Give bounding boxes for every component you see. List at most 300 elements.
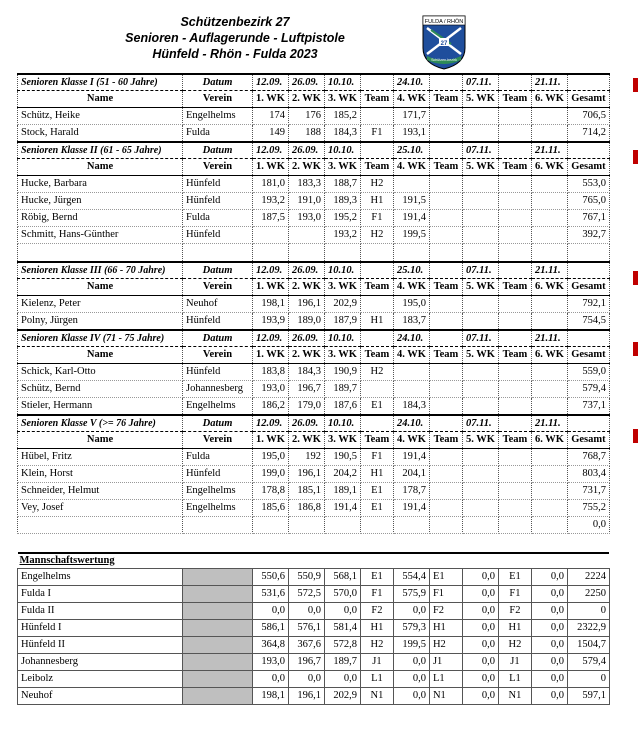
class-title: Senioren Klasse III (66 - 70 Jahre) bbox=[18, 262, 183, 279]
gray-cell bbox=[183, 619, 253, 636]
score-wk6 bbox=[531, 448, 567, 465]
date-3: 10.10. bbox=[324, 330, 360, 347]
gray-cell bbox=[183, 636, 253, 653]
empty-cell bbox=[567, 74, 609, 91]
empty-cell bbox=[429, 262, 462, 279]
score-wk1: 185,6 bbox=[253, 499, 289, 516]
shooter-row bbox=[18, 176, 610, 193]
header-team: Team bbox=[360, 346, 393, 363]
class-title-row bbox=[18, 415, 610, 432]
team-wk6: 0,0 bbox=[531, 636, 567, 653]
score-wk1: 199,0 bbox=[253, 465, 289, 482]
score-wk2: 185,1 bbox=[288, 482, 324, 499]
header-team: Team bbox=[429, 278, 462, 295]
header-wk2: 2. WK bbox=[288, 346, 324, 363]
team-wk3: 189,7 bbox=[324, 653, 360, 670]
date-4: 25.10. bbox=[393, 262, 429, 279]
header-gesamt: Gesamt bbox=[567, 346, 609, 363]
shooter-club: Neuhof bbox=[183, 295, 253, 312]
empty-cell bbox=[360, 142, 393, 159]
score-wk5 bbox=[462, 482, 498, 499]
team-code bbox=[429, 176, 462, 193]
team-code: H1 bbox=[360, 193, 393, 210]
date-3: 10.10. bbox=[324, 142, 360, 159]
header-gesamt: Gesamt bbox=[567, 431, 609, 448]
team-name: Leibolz bbox=[18, 670, 183, 687]
score-wk2: 176 bbox=[288, 108, 324, 125]
header-wk4: 4. WK bbox=[393, 91, 429, 108]
score-wk2 bbox=[288, 227, 324, 244]
club-logo bbox=[421, 14, 467, 70]
header-wk5: 5. WK bbox=[462, 346, 498, 363]
shooter-name: Schneider, Helmut bbox=[18, 482, 183, 499]
header-wk3: 3. WK bbox=[324, 431, 360, 448]
shooter-name: Polny, Jürgen bbox=[18, 312, 183, 330]
team-code: H1 bbox=[498, 619, 531, 636]
date-2: 26.09. bbox=[288, 415, 324, 432]
score-wk4: 171,7 bbox=[393, 108, 429, 125]
score-wk4: 191,4 bbox=[393, 448, 429, 465]
score-total: 792,1 bbox=[567, 295, 609, 312]
shooter-name: Schütz, Bernd bbox=[18, 380, 183, 397]
score-wk4: 204,1 bbox=[393, 465, 429, 482]
score-total: 392,7 bbox=[567, 227, 609, 244]
score-total: 737,1 bbox=[567, 397, 609, 415]
team-code: J1 bbox=[360, 653, 393, 670]
score-total: 755,2 bbox=[567, 499, 609, 516]
team-wk3: 202,9 bbox=[324, 687, 360, 704]
date-2: 26.09. bbox=[288, 142, 324, 159]
score-wk3: 193,2 bbox=[324, 227, 360, 244]
team-code: J1 bbox=[429, 653, 462, 670]
header-team: Team bbox=[429, 431, 462, 448]
empty-cell bbox=[567, 330, 609, 347]
score-total: 579,4 bbox=[567, 380, 609, 397]
team-code bbox=[429, 448, 462, 465]
header-wk5: 5. WK bbox=[462, 159, 498, 176]
team-code bbox=[498, 125, 531, 143]
shooter-name: Hübel, Fritz bbox=[18, 448, 183, 465]
score-wk2: 188 bbox=[288, 125, 324, 143]
team-code bbox=[498, 193, 531, 210]
team-wk1: 0,0 bbox=[253, 670, 289, 687]
team-name: Hünfeld II bbox=[18, 636, 183, 653]
score-wk1: 174 bbox=[253, 108, 289, 125]
score-wk5 bbox=[462, 312, 498, 330]
score-total: 768,7 bbox=[567, 448, 609, 465]
team-section-title-row bbox=[18, 553, 610, 569]
header-team: Team bbox=[429, 91, 462, 108]
team-code bbox=[498, 448, 531, 465]
class-title: Senioren Klasse V (>= 76 Jahre) bbox=[18, 415, 183, 432]
score-wk3: 191,4 bbox=[324, 499, 360, 516]
score-wk2: 191,0 bbox=[288, 193, 324, 210]
document-header bbox=[60, 14, 410, 62]
team-code: L1 bbox=[498, 670, 531, 687]
team-wk4: 579,3 bbox=[393, 619, 429, 636]
score-wk4: 178,7 bbox=[393, 482, 429, 499]
score-wk3: 188,7 bbox=[324, 176, 360, 193]
team-wk5: 0,0 bbox=[462, 687, 498, 704]
empty-cell bbox=[567, 142, 609, 159]
team-code bbox=[429, 312, 462, 330]
shooter-name: Stieler, Hermann bbox=[18, 397, 183, 415]
score-wk6 bbox=[531, 499, 567, 516]
shooter-club: Hünfeld bbox=[183, 312, 253, 330]
shooter-club: Engelhelms bbox=[183, 499, 253, 516]
shooter-name: Schick, Karl-Otto bbox=[18, 363, 183, 380]
date-3: 10.10. bbox=[324, 415, 360, 432]
shooter-name: Vey, Josef bbox=[18, 499, 183, 516]
gray-cell bbox=[183, 585, 253, 602]
header-wk3: 3. WK bbox=[324, 159, 360, 176]
header-wk6: 6. WK bbox=[531, 431, 567, 448]
team-code bbox=[498, 295, 531, 312]
score-wk2: 192 bbox=[288, 448, 324, 465]
team-code: F2 bbox=[429, 602, 462, 619]
score-total: 731,7 bbox=[567, 482, 609, 499]
score-wk2: 179,0 bbox=[288, 397, 324, 415]
red-marker bbox=[633, 78, 638, 92]
score-wk1: 198,1 bbox=[253, 295, 289, 312]
score-wk4: 193,1 bbox=[393, 125, 429, 143]
score-wk5 bbox=[462, 108, 498, 125]
score-wk2: 196,1 bbox=[288, 295, 324, 312]
team-code bbox=[429, 380, 462, 397]
score-wk5 bbox=[462, 363, 498, 380]
team-name: Engelhelms bbox=[18, 568, 183, 585]
team-wk3: 570,0 bbox=[324, 585, 360, 602]
score-wk1 bbox=[253, 227, 289, 244]
team-code: F1 bbox=[429, 585, 462, 602]
empty-row bbox=[18, 244, 610, 262]
header-wk1: 1. WK bbox=[253, 431, 289, 448]
team-wk6: 0,0 bbox=[531, 619, 567, 636]
team-wk6: 0,0 bbox=[531, 568, 567, 585]
team-code: H1 bbox=[360, 465, 393, 482]
datum-label: Datum bbox=[183, 262, 253, 279]
team-wk5: 0,0 bbox=[462, 585, 498, 602]
shooter-name: Röbig, Bernd bbox=[18, 210, 183, 227]
score-wk1: 193,9 bbox=[253, 312, 289, 330]
team-section-title: Mannschaftswertung bbox=[18, 553, 610, 569]
team-total: 2224 bbox=[567, 568, 609, 585]
score-wk6 bbox=[531, 465, 567, 482]
team-wk1: 198,1 bbox=[253, 687, 289, 704]
shooter-row bbox=[18, 465, 610, 482]
team-wk3: 572,8 bbox=[324, 636, 360, 653]
header-team: Team bbox=[498, 431, 531, 448]
team-wk4: 575,9 bbox=[393, 585, 429, 602]
shooter-club: Hünfeld bbox=[183, 176, 253, 193]
team-code bbox=[429, 397, 462, 415]
column-header-row bbox=[18, 278, 610, 295]
header-line-3: Hünfeld - Rhön - Fulda 2023 bbox=[152, 47, 318, 61]
team-wk6: 0,0 bbox=[531, 687, 567, 704]
score-total: 754,5 bbox=[567, 312, 609, 330]
shooter-row bbox=[18, 312, 610, 330]
team-wk6: 0,0 bbox=[531, 653, 567, 670]
shooter-row bbox=[18, 210, 610, 227]
header-line-2: Senioren - Auflagerunde - Luftpistole bbox=[125, 31, 345, 45]
score-wk3: 187,6 bbox=[324, 397, 360, 415]
header-wk1: 1. WK bbox=[253, 91, 289, 108]
header-wk1: 1. WK bbox=[253, 159, 289, 176]
team-wk1: 586,1 bbox=[253, 619, 289, 636]
score-wk4 bbox=[393, 363, 429, 380]
score-total: 559,0 bbox=[567, 363, 609, 380]
class-title-row bbox=[18, 142, 610, 159]
score-wk2: 183,3 bbox=[288, 176, 324, 193]
score-wk3: 189,3 bbox=[324, 193, 360, 210]
score-total: 767,1 bbox=[567, 210, 609, 227]
shooter-club: Hünfeld bbox=[183, 363, 253, 380]
score-wk5 bbox=[462, 193, 498, 210]
header-verein: Verein bbox=[183, 278, 253, 295]
score-wk6 bbox=[531, 193, 567, 210]
team-wk3: 0,0 bbox=[324, 670, 360, 687]
team-code bbox=[498, 176, 531, 193]
empty-cell bbox=[360, 74, 393, 91]
score-wk1: 187,5 bbox=[253, 210, 289, 227]
score-wk3: 184,3 bbox=[324, 125, 360, 143]
team-code bbox=[498, 397, 531, 415]
team-wk4: 0,0 bbox=[393, 670, 429, 687]
shooter-name: Kielenz, Peter bbox=[18, 295, 183, 312]
team-wk2: 196,7 bbox=[288, 653, 324, 670]
score-wk5 bbox=[462, 397, 498, 415]
team-code: E1 bbox=[360, 568, 393, 585]
team-wk2: 576,1 bbox=[288, 619, 324, 636]
header-team: Team bbox=[498, 278, 531, 295]
team-wk4: 554,4 bbox=[393, 568, 429, 585]
team-wk2: 367,6 bbox=[288, 636, 324, 653]
team-code bbox=[498, 108, 531, 125]
empty-cell bbox=[567, 415, 609, 432]
score-total: 706,5 bbox=[567, 108, 609, 125]
header-wk1: 1. WK bbox=[253, 346, 289, 363]
date-2: 26.09. bbox=[288, 262, 324, 279]
gray-cell bbox=[183, 687, 253, 704]
header-team: Team bbox=[360, 91, 393, 108]
team-code: F1 bbox=[498, 585, 531, 602]
team-code bbox=[429, 482, 462, 499]
team-code: H2 bbox=[360, 363, 393, 380]
header-wk6: 6. WK bbox=[531, 159, 567, 176]
score-wk6 bbox=[531, 227, 567, 244]
date-5: 07.11. bbox=[462, 415, 498, 432]
score-wk1: 193,2 bbox=[253, 193, 289, 210]
header-team: Team bbox=[360, 159, 393, 176]
shooter-row bbox=[18, 380, 610, 397]
empty-cell bbox=[498, 74, 531, 91]
team-name: Fulda II bbox=[18, 602, 183, 619]
date-6: 21.11. bbox=[531, 142, 567, 159]
score-wk6 bbox=[531, 210, 567, 227]
team-wk4: 199,5 bbox=[393, 636, 429, 653]
score-wk1: 195,0 bbox=[253, 448, 289, 465]
score-total: 803,4 bbox=[567, 465, 609, 482]
date-3: 10.10. bbox=[324, 262, 360, 279]
date-6: 21.11. bbox=[531, 330, 567, 347]
team-total: 2322,9 bbox=[567, 619, 609, 636]
shooter-name: Hucke, Barbara bbox=[18, 176, 183, 193]
empty-cell bbox=[429, 330, 462, 347]
shooter-club: Hünfeld bbox=[183, 193, 253, 210]
score-wk5 bbox=[462, 125, 498, 143]
team-name: Fulda I bbox=[18, 585, 183, 602]
team-wk6: 0,0 bbox=[531, 585, 567, 602]
shooter-club: Johannesberg bbox=[183, 380, 253, 397]
team-wk3: 0,0 bbox=[324, 602, 360, 619]
team-total: 579,4 bbox=[567, 653, 609, 670]
header-gesamt: Gesamt bbox=[567, 91, 609, 108]
team-code: H1 bbox=[360, 312, 393, 330]
column-header-row bbox=[18, 91, 610, 108]
extra-row bbox=[18, 516, 610, 533]
shooter-name: Stock, Harald bbox=[18, 125, 183, 143]
team-code bbox=[498, 482, 531, 499]
team-total: 597,1 bbox=[567, 687, 609, 704]
score-wk5 bbox=[462, 210, 498, 227]
team-row bbox=[18, 670, 610, 687]
team-code: H1 bbox=[360, 619, 393, 636]
team-code: F2 bbox=[498, 602, 531, 619]
datum-label: Datum bbox=[183, 74, 253, 91]
shooter-club: Fulda bbox=[183, 125, 253, 143]
score-wk3: 187,9 bbox=[324, 312, 360, 330]
date-1: 12.09. bbox=[253, 74, 289, 91]
score-wk6 bbox=[531, 363, 567, 380]
team-code: L1 bbox=[360, 670, 393, 687]
results-table bbox=[17, 73, 610, 705]
logo-number: 27 bbox=[440, 41, 448, 47]
header-wk2: 2. WK bbox=[288, 91, 324, 108]
gray-cell bbox=[183, 602, 253, 619]
header-wk6: 6. WK bbox=[531, 346, 567, 363]
score-wk4: 199,5 bbox=[393, 227, 429, 244]
logo-bottom-text: Schützen-bezirk bbox=[431, 58, 457, 62]
team-wk4: 0,0 bbox=[393, 653, 429, 670]
score-wk3: 190,5 bbox=[324, 448, 360, 465]
team-code: F2 bbox=[360, 602, 393, 619]
score-wk6 bbox=[531, 295, 567, 312]
shooter-club: Engelhelms bbox=[183, 482, 253, 499]
score-wk3: 202,9 bbox=[324, 295, 360, 312]
score-wk4: 184,3 bbox=[393, 397, 429, 415]
team-wk1: 193,0 bbox=[253, 653, 289, 670]
score-wk4: 195,0 bbox=[393, 295, 429, 312]
date-5: 07.11. bbox=[462, 74, 498, 91]
header-verein: Verein bbox=[183, 431, 253, 448]
score-wk2: 186,8 bbox=[288, 499, 324, 516]
class-title-row bbox=[18, 330, 610, 347]
header-team: Team bbox=[429, 159, 462, 176]
team-wk1: 531,6 bbox=[253, 585, 289, 602]
team-wk5: 0,0 bbox=[462, 670, 498, 687]
score-wk3: 195,2 bbox=[324, 210, 360, 227]
team-code bbox=[429, 193, 462, 210]
red-marker bbox=[633, 150, 638, 164]
gray-cell bbox=[183, 568, 253, 585]
header-team: Team bbox=[360, 278, 393, 295]
shooter-club: Hünfeld bbox=[183, 227, 253, 244]
team-code: F1 bbox=[360, 585, 393, 602]
score-wk5 bbox=[462, 176, 498, 193]
score-wk1: 186,2 bbox=[253, 397, 289, 415]
team-code: H2 bbox=[429, 636, 462, 653]
team-name: Neuhof bbox=[18, 687, 183, 704]
header-name: Name bbox=[18, 159, 183, 176]
score-wk1: 183,8 bbox=[253, 363, 289, 380]
score-wk3: 189,7 bbox=[324, 380, 360, 397]
score-wk4 bbox=[393, 380, 429, 397]
team-row bbox=[18, 585, 610, 602]
team-wk6: 0,0 bbox=[531, 670, 567, 687]
header-wk5: 5. WK bbox=[462, 431, 498, 448]
team-row bbox=[18, 602, 610, 619]
team-code: E1 bbox=[360, 482, 393, 499]
header-wk4: 4. WK bbox=[393, 346, 429, 363]
score-wk1: 149 bbox=[253, 125, 289, 143]
header-wk5: 5. WK bbox=[462, 91, 498, 108]
team-code bbox=[429, 108, 462, 125]
shooter-club: Engelhelms bbox=[183, 108, 253, 125]
header-name: Name bbox=[18, 91, 183, 108]
shooter-row bbox=[18, 499, 610, 516]
team-code bbox=[360, 380, 393, 397]
date-1: 12.09. bbox=[253, 262, 289, 279]
date-4: 24.10. bbox=[393, 415, 429, 432]
team-code bbox=[429, 227, 462, 244]
team-code: H2 bbox=[360, 176, 393, 193]
score-wk1: 178,8 bbox=[253, 482, 289, 499]
logo-top-text: FULDA / RHÖN bbox=[424, 19, 464, 25]
team-total: 0 bbox=[567, 602, 609, 619]
team-code: F1 bbox=[360, 210, 393, 227]
red-marker bbox=[633, 429, 638, 443]
score-wk6 bbox=[531, 108, 567, 125]
empty-cell bbox=[498, 142, 531, 159]
score-wk3: 190,9 bbox=[324, 363, 360, 380]
empty-cell bbox=[429, 142, 462, 159]
class-title-row bbox=[18, 262, 610, 279]
team-wk6: 0,0 bbox=[531, 602, 567, 619]
team-code bbox=[429, 465, 462, 482]
team-code bbox=[360, 108, 393, 125]
team-wk1: 0,0 bbox=[253, 602, 289, 619]
team-code: H2 bbox=[360, 636, 393, 653]
score-total: 553,0 bbox=[567, 176, 609, 193]
team-code: E1 bbox=[429, 568, 462, 585]
empty-cell bbox=[498, 415, 531, 432]
score-wk4: 191,5 bbox=[393, 193, 429, 210]
class-title: Senioren Klasse IV (71 - 75 Jahre) bbox=[18, 330, 183, 347]
header-wk6: 6. WK bbox=[531, 91, 567, 108]
score-wk2: 196,1 bbox=[288, 465, 324, 482]
score-wk2: 184,3 bbox=[288, 363, 324, 380]
date-4: 24.10. bbox=[393, 74, 429, 91]
class-title: Senioren Klasse II (61 - 65 Jahre) bbox=[18, 142, 183, 159]
header-team: Team bbox=[498, 159, 531, 176]
team-code bbox=[498, 227, 531, 244]
score-wk2: 196,7 bbox=[288, 380, 324, 397]
team-wk5: 0,0 bbox=[462, 619, 498, 636]
team-code bbox=[429, 125, 462, 143]
shooter-club: Fulda bbox=[183, 210, 253, 227]
team-wk2: 550,9 bbox=[288, 568, 324, 585]
score-wk4: 191,4 bbox=[393, 210, 429, 227]
